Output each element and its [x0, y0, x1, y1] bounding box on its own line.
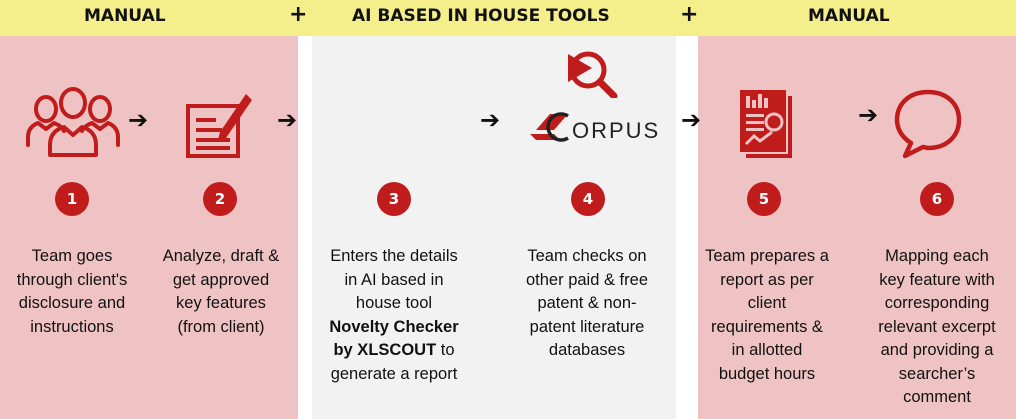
header-manual-right: MANUAL	[808, 6, 890, 26]
step-text-1: Team goes through client's disclosure and instructions	[16, 247, 128, 336]
report-chart-icon	[738, 88, 794, 158]
header-manual-left: MANUAL	[84, 6, 166, 26]
corpus-logo-icon	[528, 108, 674, 144]
arrow-right-icon: ➔	[128, 106, 149, 134]
step-number-5: 5	[747, 182, 781, 216]
arrow-right-icon: ➔	[480, 106, 501, 134]
plus-sign-1: +	[289, 2, 308, 27]
step-number-1: 1	[55, 182, 89, 216]
step-number-3: 3	[377, 182, 411, 216]
speech-bubble-icon	[893, 88, 963, 160]
step-text-5: Team prepares a report as per client requirements & in allotted budget hours	[705, 247, 829, 383]
step-number-4: 4	[571, 182, 605, 216]
step-number-2: 2	[203, 182, 237, 216]
arrow-right-icon: ➔	[681, 106, 702, 134]
step-text-3: Enters the details in AI based in house tool Novelty Checker by XLSCOUT to generate a report	[329, 247, 459, 383]
search-play-icon	[562, 48, 622, 98]
step-text-6: Mapping each key feature with corresponding relevant excerpt and providing a searcher’s comment	[878, 247, 996, 406]
arrow-right-icon: ➔	[277, 106, 298, 134]
step-text-2: Analyze, draft & get approved key features (from client)	[162, 247, 280, 336]
step-number-6: 6	[920, 182, 954, 216]
tool-vendor: by XLSCOUT	[333, 341, 437, 359]
edit-document-icon	[186, 88, 254, 158]
plus-sign-2: +	[680, 2, 699, 27]
step-text-4: Team checks on other paid & free patent & non- patent literature databases	[526, 247, 648, 359]
corpus-logo-text: ORPUS	[572, 118, 661, 143]
arrow-right-icon: ➔	[858, 101, 879, 129]
tool-name: Novelty Checker	[329, 317, 459, 336]
team-icon	[24, 85, 122, 157]
header-ai-tools: AI BASED IN HOUSE TOOLS	[352, 6, 610, 26]
